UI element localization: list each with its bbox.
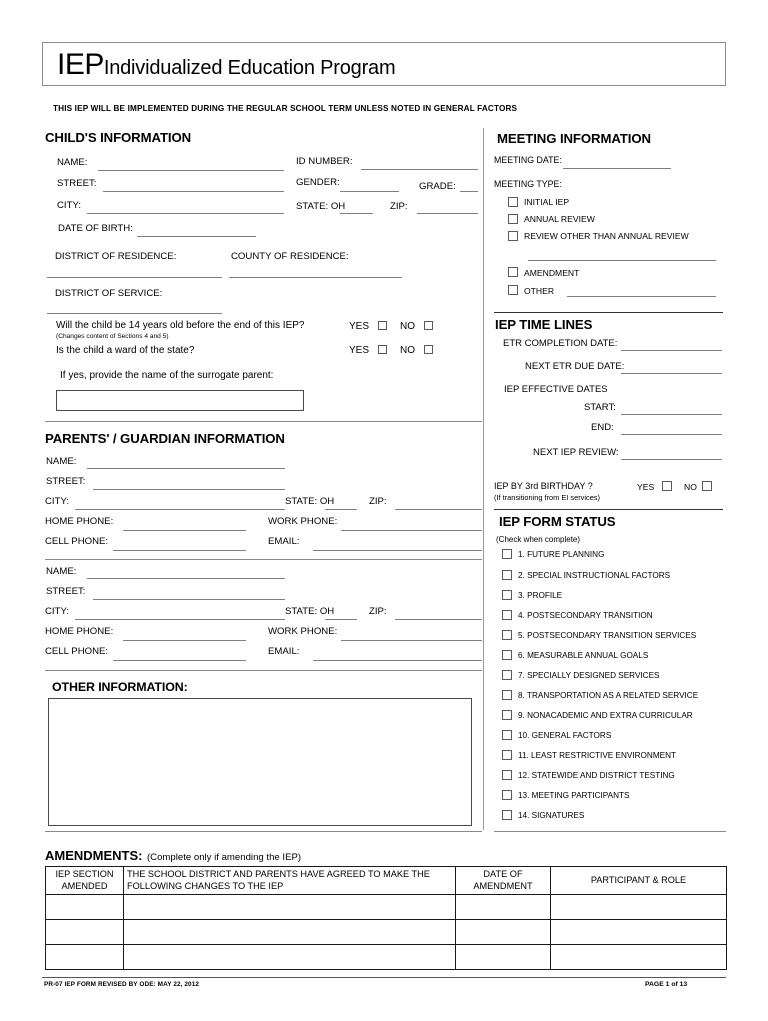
child-id-input[interactable] — [361, 169, 478, 170]
page-title — [57, 48, 395, 82]
etr-completion-date-input[interactable] — [621, 350, 722, 351]
meeting-type-annual-review-checkbox[interactable] — [508, 214, 518, 224]
form-status-12-checkbox[interactable] — [502, 770, 512, 780]
child-street-input[interactable] — [103, 191, 284, 192]
parent2-zip-input[interactable] — [395, 619, 482, 620]
amendments-col-participant: PARTICIPANT & ROLE — [551, 867, 727, 895]
parent2-home-phone-input[interactable] — [123, 640, 246, 641]
iep-end-date-input[interactable] — [621, 434, 722, 435]
amendment-row3-section[interactable] — [46, 945, 124, 970]
form-status-8-checkbox[interactable] — [502, 690, 512, 700]
form-status-12-label: 12. STATEWIDE AND DISTRICT TESTING — [518, 771, 675, 780]
form-title-box — [42, 42, 726, 86]
iep-end-date-label: END: — [591, 422, 614, 433]
child-name-label: NAME: — [57, 157, 88, 168]
right-column-bottom-rule — [494, 831, 726, 832]
meeting-type-extra-line[interactable] — [528, 260, 716, 261]
child-information-heading: CHILD'S INFORMATION — [45, 130, 192, 145]
amendments-subtitle-text: (Complete only if amending the IEP) — [146, 852, 302, 863]
parent1-city-input[interactable] — [75, 509, 285, 510]
iep-start-date-input[interactable] — [621, 414, 722, 415]
parent2-home-phone-label: HOME PHONE: — [45, 626, 114, 637]
parent1-name-input[interactable] — [87, 468, 285, 469]
iep-third-birthday-no-label: NO — [684, 482, 697, 492]
child-city-label: CITY: — [57, 200, 81, 211]
parent1-zip-label: ZIP: — [369, 496, 387, 507]
footer-form-id: PR-07 IEP FORM REVISED BY ODE: MAY 22, 2012 — [44, 981, 200, 988]
parent2-city-input[interactable] — [75, 619, 285, 620]
meeting-type-review-other-label: REVIEW OTHER THAN ANNUAL REVIEW — [524, 231, 689, 241]
parent1-street-label: STREET: — [46, 476, 86, 487]
meeting-type-other-checkbox[interactable] — [508, 285, 518, 295]
meeting-type-initial-iep-label: INITIAL IEP — [524, 197, 570, 207]
parent2-cell-phone-input[interactable] — [113, 660, 246, 661]
amendment-row2-section[interactable] — [46, 920, 124, 945]
child-street-label: STREET: — [57, 178, 97, 189]
parents-information-heading: PARENTS' / GUARDIAN INFORMATION — [45, 431, 285, 446]
iep-form-status-subheading: (Check when complete) — [496, 535, 581, 544]
child-name-input[interactable] — [98, 170, 284, 171]
form-status-10-label: 10. GENERAL FACTORS — [518, 731, 612, 740]
amendment-row1-changes[interactable] — [124, 895, 456, 920]
amendment-row2-date[interactable] — [456, 920, 551, 945]
form-status-3-checkbox[interactable] — [502, 590, 512, 600]
parent1-city-label: CITY: — [45, 496, 69, 507]
footer-page-number: PAGE 1 of 13 — [645, 981, 688, 988]
parents-divider — [45, 559, 482, 560]
question-age14-no-label: NO — [400, 321, 415, 332]
form-status-5-checkbox[interactable] — [502, 630, 512, 640]
meeting-information-heading: MEETING INFORMATION — [497, 131, 651, 146]
parent1-work-phone-input[interactable] — [341, 530, 482, 531]
form-status-3-label: 3. PROFILE — [518, 591, 563, 600]
iep-start-date-label: START: — [584, 402, 616, 413]
amendments-title-text: AMENDMENTS: — [45, 848, 143, 863]
meeting-type-annual-review-label: ANNUAL REVIEW — [524, 214, 595, 224]
iep-third-birthday-label: IEP BY 3rd BIRTHDAY ? — [494, 481, 593, 491]
amendment-row1-section[interactable] — [46, 895, 124, 920]
child-zip-label: ZIP: — [390, 201, 408, 212]
parent2-work-phone-label: WORK PHONE: — [268, 626, 338, 637]
parent2-street-input[interactable] — [93, 599, 285, 600]
etr-completion-date-label: ETR COMPLETION DATE: — [503, 338, 618, 349]
question-age14-yes-checkbox[interactable] — [378, 321, 387, 330]
form-status-13-checkbox[interactable] — [502, 790, 512, 800]
parent1-work-phone-label: WORK PHONE: — [268, 516, 338, 527]
surrogate-parent-input[interactable] — [56, 390, 304, 411]
meeting-date-input[interactable] — [563, 168, 671, 169]
iep-third-birthday-yes-checkbox[interactable] — [662, 481, 672, 491]
meeting-type-amendment-label: AMENDMENT — [524, 268, 580, 278]
column-divider — [483, 128, 484, 830]
district-of-service-input[interactable] — [47, 313, 222, 314]
child-grade-label: GRADE: — [419, 181, 456, 192]
district-of-service-label: DISTRICT OF SERVICE: — [55, 288, 163, 299]
child-grade-input[interactable] — [460, 191, 478, 192]
child-section-divider — [45, 421, 482, 422]
other-information-divider — [45, 670, 482, 671]
form-status-4-checkbox[interactable] — [502, 610, 512, 620]
parent1-email-input[interactable] — [313, 550, 482, 551]
amendments-header-row — [46, 867, 727, 895]
question-age14-no-checkbox[interactable] — [424, 321, 433, 330]
child-state-input[interactable] — [340, 213, 373, 214]
child-zip-input[interactable] — [417, 213, 478, 214]
form-status-1-label: 1. FUTURE PLANNING — [518, 550, 605, 559]
title-full: Individualized Education Program — [103, 57, 396, 79]
district-of-residence-label: DISTRICT OF RESIDENCE: — [55, 251, 177, 262]
form-status-2-checkbox[interactable] — [502, 570, 512, 580]
meeting-type-amendment-checkbox[interactable] — [508, 267, 518, 277]
meeting-type-review-other-checkbox[interactable] — [508, 231, 518, 241]
child-state-label: STATE: OH — [296, 201, 346, 212]
form-status-10-checkbox[interactable] — [502, 730, 512, 740]
amendment-row1-participant[interactable] — [551, 895, 727, 920]
question-ward-label: Is the child a ward of the state? — [56, 345, 195, 356]
iep-form-status-heading: IEP FORM STATUS — [499, 514, 616, 529]
amendment-row2-participant[interactable] — [551, 920, 727, 945]
iep-effective-dates-label: IEP EFFECTIVE DATES — [504, 384, 608, 395]
timelines-top-divider — [494, 312, 723, 313]
amendments-col-date: DATE OF AMENDMENT — [456, 867, 551, 895]
left-column-bottom-rule — [45, 831, 482, 832]
form-status-9-label: 9. NONACADEMIC AND EXTRA CURRICULAR — [518, 711, 693, 720]
form-status-9-checkbox[interactable] — [502, 710, 512, 720]
form-status-2-label: 2. SPECIAL INSTRUCTIONAL FACTORS — [518, 571, 671, 580]
form-status-5-label: 5. POSTSECONDARY TRANSITION SERVICES — [518, 631, 697, 640]
iep-third-birthday-no-checkbox[interactable] — [702, 481, 712, 491]
other-information-heading: OTHER INFORMATION: — [52, 680, 188, 694]
parent2-cell-phone-label: CELL PHONE: — [45, 646, 109, 657]
next-iep-review-input[interactable] — [621, 459, 722, 460]
child-id-label: ID NUMBER: — [296, 156, 353, 167]
parent2-email-input[interactable] — [313, 660, 482, 661]
parent1-zip-input[interactable] — [395, 509, 482, 510]
form-status-top-divider — [494, 509, 723, 510]
parent2-state-input[interactable] — [325, 619, 357, 620]
question-age14-note: (Changes content of Sections 4 and 5) — [56, 333, 169, 340]
amendments-title — [45, 847, 301, 865]
parent2-street-label: STREET: — [46, 586, 86, 597]
question-age14-yes-label: YES — [349, 321, 370, 332]
parent1-cell-phone-label: CELL PHONE: — [45, 536, 109, 547]
parent1-cell-phone-input[interactable] — [113, 550, 246, 551]
amendment-row3-date[interactable] — [456, 945, 551, 970]
amendments-col-section: IEP SECTION AMENDED — [46, 867, 124, 895]
form-status-6-label: 6. MEASURABLE ANNUAL GOALS — [518, 651, 649, 660]
district-of-residence-input[interactable] — [47, 277, 222, 278]
question-ward-yes-checkbox[interactable] — [378, 345, 387, 354]
iep-timelines-heading: IEP TIME LINES — [495, 317, 593, 332]
form-status-11-checkbox[interactable] — [502, 750, 512, 760]
question-ward-no-checkbox[interactable] — [424, 345, 433, 354]
form-status-8-label: 8. TRANSPORTATION AS A RELATED SERVICE — [518, 691, 699, 700]
amendments-col-changes: THE SCHOOL DISTRICT AND PARENTS HAVE AGREED TO MAKE THE FOLLOWING CHANGES TO THE IEP — [124, 867, 456, 895]
child-gender-input[interactable] — [340, 191, 399, 192]
child-dob-input[interactable] — [137, 236, 256, 237]
table-row[interactable] — [46, 920, 727, 945]
title-abbrev: IEP — [57, 48, 104, 81]
question-age14-label: Will the child be 14 years old before the end of this IEP? — [56, 320, 305, 331]
meeting-type-label: MEETING TYPE: — [494, 179, 562, 189]
form-status-14-checkbox[interactable] — [502, 810, 512, 820]
meeting-type-other-input[interactable] — [567, 296, 716, 297]
parent1-street-input[interactable] — [93, 489, 285, 490]
parent1-home-phone-input[interactable] — [123, 530, 246, 531]
amendment-row2-changes[interactable] — [124, 920, 456, 945]
form-status-4-label: 4. POSTSECONDARY TRANSITION — [518, 611, 653, 620]
parent2-zip-label: ZIP: — [369, 606, 387, 617]
form-status-11-label: 11. LEAST RESTRICTIVE ENVIRONMENT — [518, 751, 677, 760]
child-city-input[interactable] — [87, 213, 284, 214]
meeting-type-other-label: OTHER — [524, 286, 555, 296]
parent1-name-label: NAME: — [46, 456, 77, 467]
form-status-1-checkbox[interactable] — [502, 549, 512, 559]
parent1-home-phone-label: HOME PHONE: — [45, 516, 114, 527]
iep-third-birthday-note: (If transitioning from EI services) — [494, 493, 600, 502]
parent2-email-label: EMAIL: — [268, 646, 300, 657]
child-dob-label: DATE OF BIRTH: — [58, 223, 133, 234]
county-of-residence-label: COUNTY OF RESIDENCE: — [231, 251, 349, 262]
child-gender-label: GENDER: — [296, 177, 340, 188]
form-status-6-checkbox[interactable] — [502, 650, 512, 660]
parent2-state-label: STATE: OH — [285, 606, 335, 617]
question-ward-yes-label: YES — [349, 345, 370, 356]
amendments-table — [45, 866, 727, 970]
parent1-state-input[interactable] — [325, 509, 357, 510]
amendment-row3-changes[interactable] — [124, 945, 456, 970]
parent2-city-label: CITY: — [45, 606, 69, 617]
surrogate-parent-label: If yes, provide the name of the surrogate parent: — [60, 370, 274, 381]
question-ward-no-label: NO — [400, 345, 415, 356]
form-status-13-label: 13. MEETING PARTICIPANTS — [518, 791, 630, 800]
implementation-notice: THIS IEP WILL BE IMPLEMENTED DURING THE REGULAR SCHOOL TERM UNLESS NOTED IN GENERAL FACTORS — [53, 104, 518, 113]
table-row[interactable] — [46, 945, 727, 970]
amendment-row3-participant[interactable] — [551, 945, 727, 970]
form-status-14-label: 14. SIGNATURES — [518, 811, 585, 820]
form-status-7-checkbox[interactable] — [502, 670, 512, 680]
next-etr-due-date-label: NEXT ETR DUE DATE: — [525, 361, 625, 372]
footer-divider — [42, 977, 726, 978]
parent2-work-phone-input[interactable] — [341, 640, 482, 641]
meeting-type-initial-iep-checkbox[interactable] — [508, 197, 518, 207]
meeting-date-label: MEETING DATE: — [494, 155, 562, 165]
other-information-input[interactable] — [48, 698, 472, 826]
next-etr-due-date-input[interactable] — [621, 373, 722, 374]
next-iep-review-label: NEXT IEP REVIEW: — [533, 447, 619, 458]
parent2-name-input[interactable] — [87, 578, 285, 579]
parent1-state-label: STATE: OH — [285, 496, 335, 507]
county-of-residence-input[interactable] — [229, 277, 402, 278]
form-status-7-label: 7. SPECIALLY DESIGNED SERVICES — [518, 671, 660, 680]
amendment-row1-date[interactable] — [456, 895, 551, 920]
iep-third-birthday-yes-label: YES — [637, 482, 655, 492]
parent1-email-label: EMAIL: — [268, 536, 300, 547]
parent2-name-label: NAME: — [46, 566, 77, 577]
table-row[interactable] — [46, 895, 727, 920]
